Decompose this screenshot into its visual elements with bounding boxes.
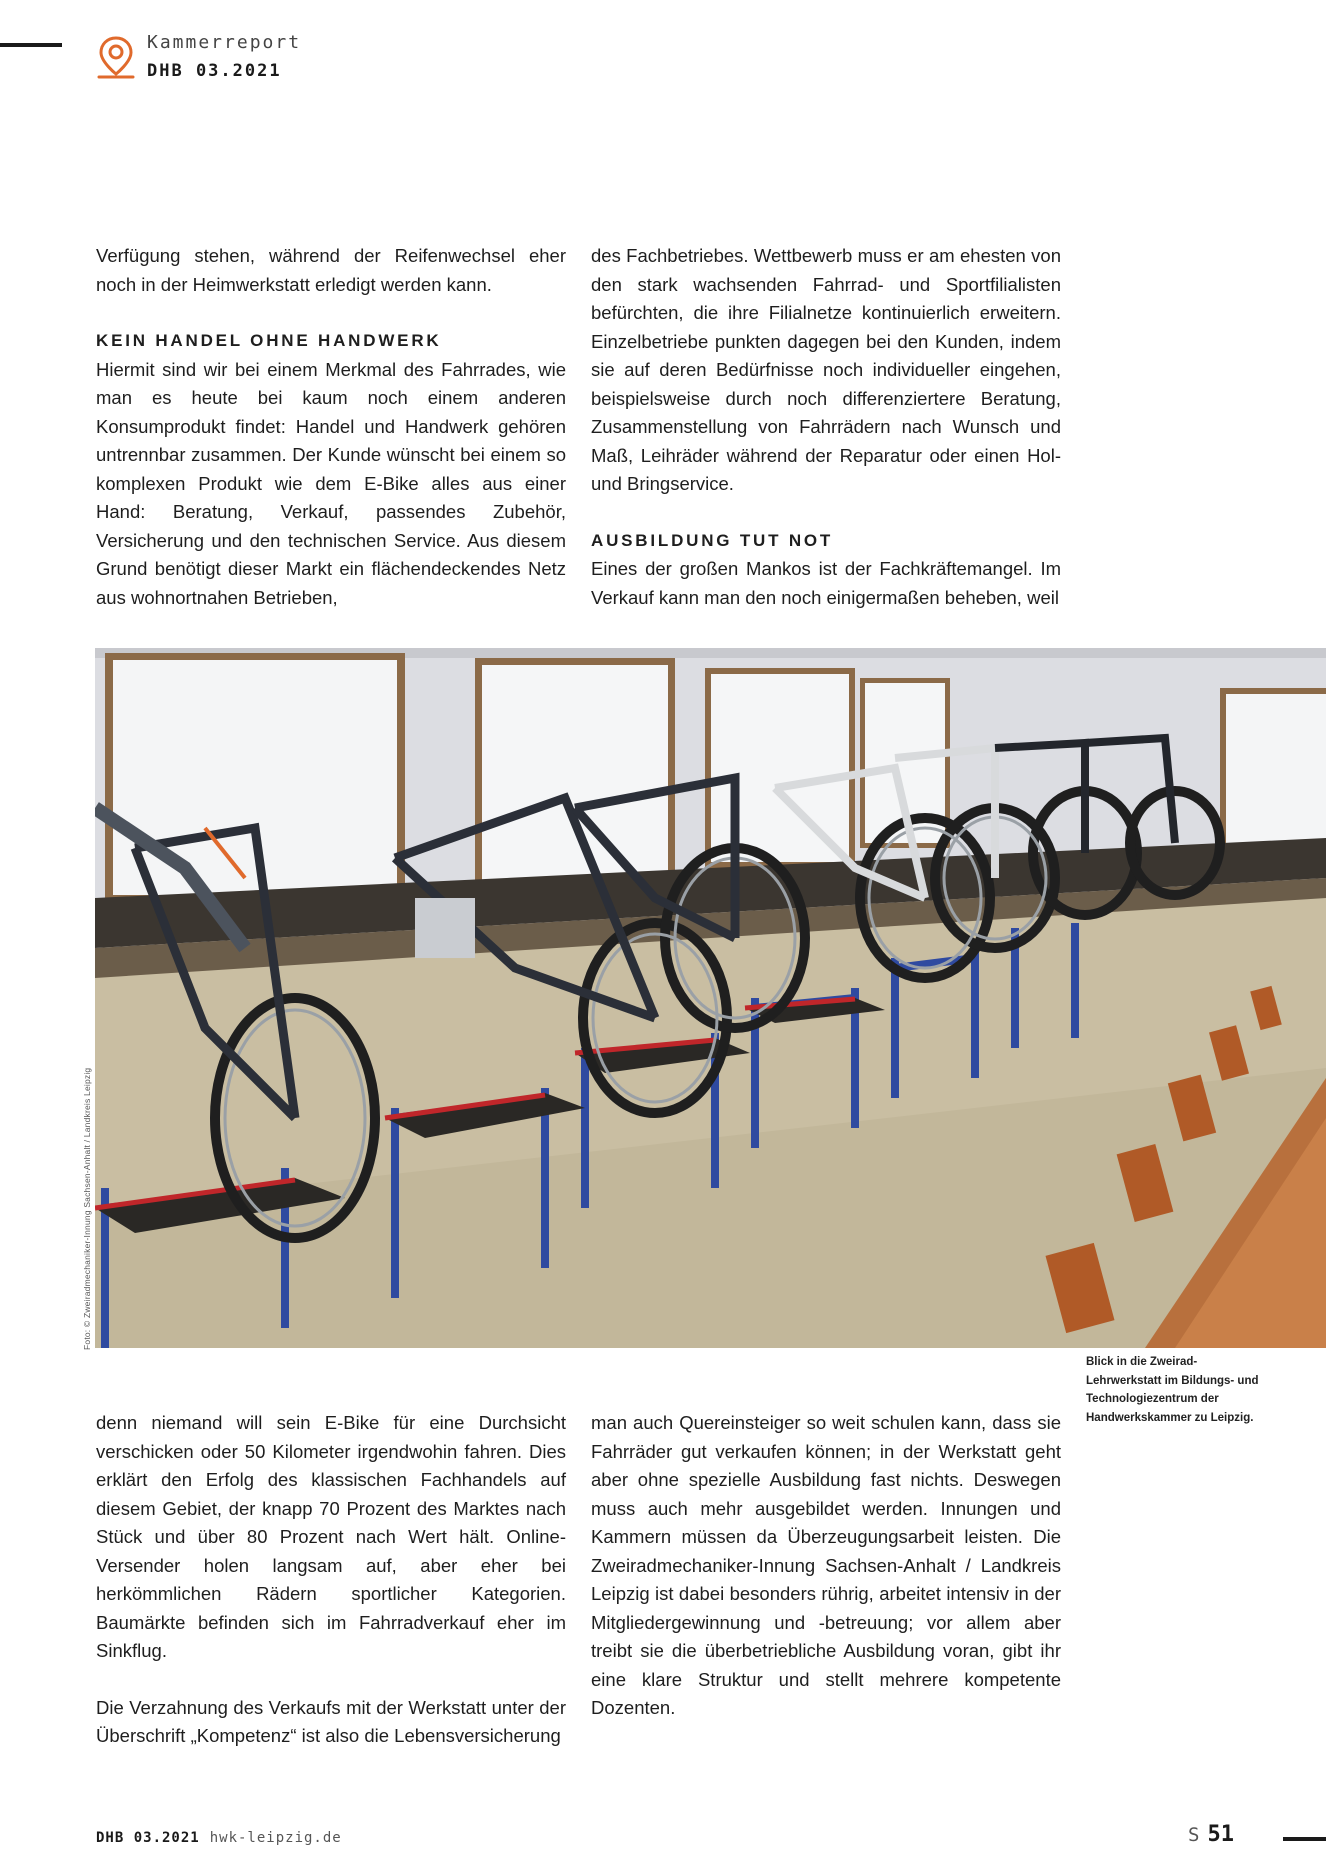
issue-label: DHB 03.2021 [147, 61, 282, 81]
header-rule [0, 43, 62, 47]
location-pin-icon [96, 34, 136, 80]
article-column-1 [96, 242, 566, 612]
footer-info [96, 1830, 342, 1846]
footer-rule [1283, 1837, 1326, 1841]
page-number-value: 51 [1207, 1822, 1234, 1847]
workshop-photo [95, 648, 1326, 1348]
paragraph: Hiermit sind wir bei einem Merkmal des Fahrrades, wie man es heute bei kaum noch einem anderen Konsumprodukt findet: Handel und Handwerk gehören untrennbar zusammen. Der Kunde wünscht bei einem so komplexen Produkt wie dem E-Bike alles aus einer Hand: Beratung, Verkauf, passendes Zubehör, Versicherung und den technischen Service. Aus diesem Grund benötigt dieser Markt ein flächendeckendes Netz aus wohnortnahen Betrieben, [96, 358, 566, 608]
page-number [1188, 1822, 1234, 1847]
section-heading: KEIN HANDEL OHNE HANDWERK [96, 331, 442, 350]
article-column-2 [591, 242, 1061, 612]
paragraph: man auch Quereinsteiger so weit schulen kann, dass sie Fahrräder gut verkaufen können; in der Werkstatt geht aber ohne spezielle Ausbildung fast nichts. Deswegen muss auch mehr ausgebildet werden. Innungen und Kammern müssen da Überzeugungsarbeit leisten. Die Zweiradmechaniker-Innung Sachsen-Anhalt / Landkreis Leipzig ist dabei besonders rührig, arbeitet intensiv in der Mitgliedergewinnung und -betreuung; vor allem aber treibt sie die überbetriebliche Ausbildung voran, gibt ihr eine klare Struktur und stellt mehrere kompetente Dozenten. [591, 1412, 1061, 1718]
paragraph: Verfügung stehen, während der Reifenwechsel eher noch in der Heimwerkstatt erledigt werden kann. [96, 245, 566, 295]
footer-url[interactable]: hwk-leipzig.de [209, 1830, 342, 1846]
paragraph: denn niemand will sein E-Bike für eine Durchsicht verschicken oder 50 Kilometer irgendwohin fahren. Dies erklärt den Erfolg des klassischen Fachhandels auf diesem Gebiet, der knapp 70 Prozent des Marktes nach Stück und über 80 Prozent nach Wert hält. Online-Versender holen langsam auf, aber eher bei herkömmlichen Rädern sportlicher Kategorien. Baumärkte befinden sich im Fahrradverkauf eher im Sinkflug. [96, 1412, 566, 1661]
article-column-4 [591, 1409, 1061, 1723]
paragraph: Die Verzahnung des Verkaufs mit der Werkstatt unter der Überschrift „Kompetenz“ ist also die Lebensversicherung [96, 1696, 566, 1746]
photo-caption: Blick in die Zweirad-Lehrwerkstatt im Bildungs- und Technologiezentrum der Handwerkskammer zu Leipzig. [1086, 1356, 1259, 1424]
paragraph: Eines der großen Mankos ist der Fachkräftemangel. Im Verkauf kann man den noch einigermaßen beheben, weil [591, 558, 1061, 608]
paragraph: des Fachbetriebes. Wettbewerb muss er am ehesten von den stark wachsenden Fahrrad- und Sportfilialisten befürchten, die ihre Filialnetze kontinuierlich erweitern. Einzelbetriebe punkten dagegen bei den Kunden, indem sie auf deren Bedürfnisse noch individueller eingehen, beispielsweise durch noch differenziertere Beratung, Zusammenstellung von Fahrrädern nach Wunsch und Maß, Leihräder während der Reparatur oder einen Hol- und Bringservice. [591, 245, 1061, 494]
photo-credit: Foto: © Zweiradmechaniker-Innung Sachsen-Anhalt / Landkreis Leipzig [82, 1067, 92, 1350]
article-column-3 [96, 1409, 566, 1751]
footer-issue: DHB 03.2021 [96, 1830, 200, 1846]
bicycle-workshop-illustration [95, 648, 1326, 1348]
section-title: Kammerreport [147, 32, 302, 53]
section-heading: AUSBILDUNG TUT NOT [591, 530, 834, 550]
page-prefix: S [1188, 1824, 1200, 1846]
